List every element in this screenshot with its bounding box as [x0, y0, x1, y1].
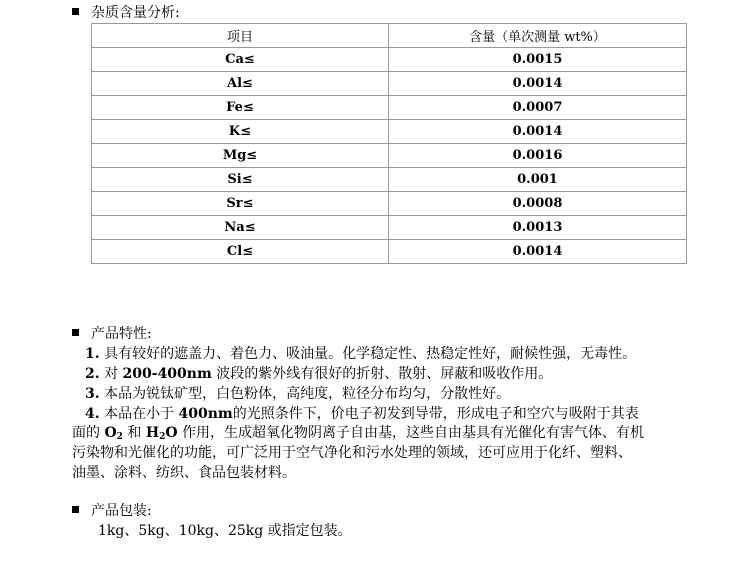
feature-text-post: 作用，生成超氧化物阴离子自由基，这些自由基具有光催化有害气体、有机 [181, 425, 644, 441]
feature-item-4-line-3 [72, 444, 632, 463]
feature-text-post: 波段的紫外线有很好的折射、散射、屏蔽和吸收作用。 [216, 366, 553, 382]
feature-text-post: 的光照条件下，价电子初发到导带，形成电子和空穴与吸附于其表 [232, 406, 639, 422]
feature-item-4-line-2 [72, 424, 644, 443]
row-item: Al≤ [92, 72, 389, 96]
feature-text: 污染物和光催化的功能，可广泛用于空气净化和污水处理的领域，还可应用于化纤、塑料、 [72, 445, 632, 461]
table-row [92, 48, 687, 72]
table-row [92, 120, 687, 144]
table-row [92, 72, 687, 96]
packaging-heading [72, 503, 152, 519]
row-value: 0.0014 [389, 240, 687, 264]
table-row [92, 240, 687, 264]
row-value: 0.0014 [389, 72, 687, 96]
features-heading-text: 产品特性: [91, 326, 152, 342]
feature-text-and: 和 [127, 425, 142, 441]
row-item: K≤ [92, 120, 389, 144]
features-heading [72, 326, 152, 342]
formula-h2o: $H_2O$ [145, 425, 178, 442]
feature-text-pre: 本品在小于 [104, 406, 175, 422]
feature-text: 本品为锐钛矿型，白色粉体，高纯度，粒径分布均匀，分散性好。 [104, 386, 511, 402]
packaging-heading-text: 产品包装: [91, 503, 152, 519]
feature-text-pre: 面的 [72, 425, 100, 441]
row-item: Sr≤ [92, 192, 389, 216]
feature-number: 4. [85, 406, 100, 422]
row-value: 0.0014 [389, 120, 687, 144]
square-bullet-icon [72, 8, 79, 15]
formula-o2: $O_2$ [104, 425, 123, 442]
column-header-content: 含量（单次测量 wt%） [389, 24, 687, 48]
feature-number: 3. [85, 386, 100, 402]
feature-text-range: 200-400nm [122, 366, 212, 382]
feature-text-wavelength: 400nm [178, 406, 233, 422]
impurity-table [91, 23, 687, 264]
table-row [92, 144, 687, 168]
feature-item-2 [85, 365, 552, 384]
row-value: 0.0008 [389, 192, 687, 216]
row-item: Cl≤ [92, 240, 389, 264]
row-value: 0.0015 [389, 48, 687, 72]
table-row [92, 168, 687, 192]
row-value: 0.0016 [389, 144, 687, 168]
row-value: 0.0013 [389, 216, 687, 240]
feature-text-pre: 对 [104, 366, 119, 382]
table-row [92, 216, 687, 240]
feature-number: 2. [85, 366, 100, 382]
feature-text: 具有较好的遮盖力、着色力、吸油量。化学稳定性、热稳定性好，耐候性强，无毒性。 [104, 346, 637, 362]
feature-text: 油墨、涂料、纺织、食品包装材料。 [72, 465, 296, 481]
feature-number: 1. [85, 346, 100, 362]
impurity-heading [72, 5, 180, 21]
feature-item-3 [85, 385, 510, 404]
table-row [92, 192, 687, 216]
row-item: Ca≤ [92, 48, 389, 72]
impurity-heading-text: 杂质含量分析: [91, 5, 180, 21]
table-header-row [92, 24, 687, 48]
square-bullet-icon [72, 329, 79, 336]
packaging-text: 1kg、5kg、10kg、25kg 或指定包装。 [98, 523, 352, 539]
feature-item-4-line-4 [72, 464, 296, 483]
row-value: 0.0007 [389, 96, 687, 120]
row-item: Mg≤ [92, 144, 389, 168]
feature-item-1 [85, 345, 636, 364]
row-value: 0.001 [389, 168, 687, 192]
row-item: Si≤ [92, 168, 389, 192]
column-header-item: 项目 [92, 24, 389, 48]
feature-item-4 [85, 405, 639, 424]
row-item: Fe≤ [92, 96, 389, 120]
table-row [92, 96, 687, 120]
square-bullet-icon [72, 506, 79, 513]
row-item: Na≤ [92, 216, 389, 240]
